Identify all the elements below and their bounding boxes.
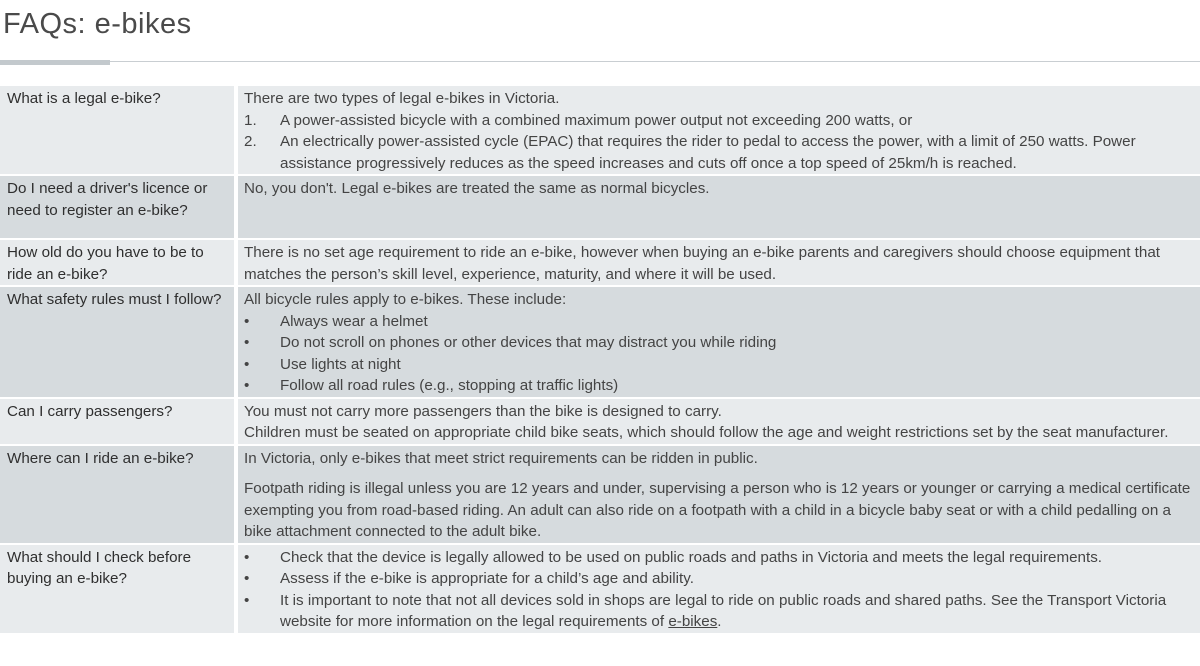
faq-question: Where can I ride an e-bike?: [0, 445, 236, 544]
e-bikes-link[interactable]: e-bikes: [668, 613, 718, 630]
page-title: FAQs: e-bikes: [3, 8, 192, 40]
list-item: [244, 590, 1194, 633]
bullet-icon: •: [244, 334, 250, 351]
list-item-text: A power-assisted bicycle with a combined maximum power output not exceeding 200 watts, or: [280, 111, 913, 129]
list-item: [244, 354, 1194, 376]
list-item: [244, 332, 1194, 354]
list-item: [244, 110, 1194, 132]
title-divider: [0, 61, 1200, 62]
list-item-text: An electrically power-assisted cycle (EPAC) that requires the rider to pedal to access the power, with a limit of 250 watts. Power assistance progressively reduces as the speed increases and cuts off once a top speed of 25km/h is reached.: [280, 133, 1136, 172]
faq-row: [0, 239, 1200, 286]
faq-question: What should I check before buying an e-bike?: [0, 544, 236, 634]
bullet-list: [244, 311, 1194, 397]
faq-answer: [236, 286, 1200, 398]
faq-answer: [236, 398, 1200, 445]
faq-row: [0, 86, 1200, 175]
faq-row: [0, 398, 1200, 445]
list-number: 2.: [244, 133, 257, 150]
title-accent-bar: [0, 60, 110, 65]
list-item-text: Do not scroll on phones or other devices that may distract you while riding: [280, 334, 777, 351]
list-number: 1.: [244, 111, 257, 129]
list-item-text: It is important to note that not all devices sold in shops are legal to ride on public roads and shared paths. See the Transport Victoria website for more information on the legal requirements of: [280, 591, 1167, 630]
list-item-text: Check that the device is legally allowed to be used on public roads and paths in Victoria and meets the legal requirements.: [280, 548, 1103, 566]
faq-question: Can I carry passengers?: [0, 398, 236, 445]
answer-text: Footpath riding is illegal unless you are 12 years and under, supervising a person who is 12 years or younger or carrying a medical certificate exempting you from road-based riding. An adult can also ride on a footpath with a child in a bicycle baby seat or with a child pedalling on a bike attachment connected to the adult bike.: [244, 480, 1191, 540]
faq-answer: [236, 445, 1200, 544]
answer-text: In Victoria, only e-bikes that meet strict requirements can be ridden in public.: [244, 449, 758, 467]
bullet-icon: •: [244, 548, 250, 566]
faq-question: What is a legal e-bike?: [0, 86, 236, 175]
faq-row: [0, 175, 1200, 239]
faq-question: How old do you have to be to ride an e-bike?: [0, 239, 236, 286]
faq-answer: [236, 544, 1200, 634]
bullet-icon: •: [244, 312, 250, 330]
list-item: [244, 375, 1194, 397]
answer-text: Children must be seated on appropriate child bike seats, which should follow the age and weight restrictions set by the seat manufacturer.: [244, 424, 1169, 441]
list-item-text: Use lights at night: [280, 355, 401, 373]
bullet-icon: •: [244, 355, 250, 373]
bullet-icon: •: [244, 591, 250, 609]
list-item: [244, 568, 1194, 590]
bullet-icon: •: [244, 570, 250, 587]
numbered-list: [244, 110, 1194, 175]
faq-question: What safety rules must I follow?: [0, 286, 236, 398]
list-item: [244, 547, 1194, 569]
list-item: [244, 311, 1194, 333]
faq-row: [0, 544, 1200, 634]
bullet-list: [244, 547, 1194, 633]
list-item: [244, 131, 1194, 174]
list-item-text: Follow all road rules (e.g., stopping at traffic lights): [280, 377, 619, 394]
answer-text: You must not carry more passengers than the bike is designed to carry.: [244, 402, 722, 420]
faq-table: [0, 86, 1200, 635]
faq-row: [0, 445, 1200, 544]
link-suffix: .: [717, 613, 722, 630]
list-item-text: Always wear a helmet: [280, 312, 428, 330]
faq-question: Do I need a driver's licence or need to register an e-bike?: [0, 175, 236, 239]
answer-intro: All bicycle rules apply to e-bikes. These include:: [244, 291, 567, 308]
answer-intro: There are two types of legal e-bikes in Victoria.: [244, 90, 560, 107]
faq-answer: [236, 86, 1200, 175]
list-item-text: Assess if the e-bike is appropriate for a child’s age and ability.: [280, 570, 694, 587]
faq-answer: No, you don't. Legal e-bikes are treated the same as normal bicycles.: [236, 175, 1200, 239]
faq-row: [0, 286, 1200, 398]
faq-answer: There is no set age requirement to ride an e-bike, however when buying an e-bike parents and caregivers should choose equipment that matches the person’s skill level, experience, maturity, and where it will be used.: [236, 239, 1200, 286]
bullet-icon: •: [244, 377, 250, 394]
